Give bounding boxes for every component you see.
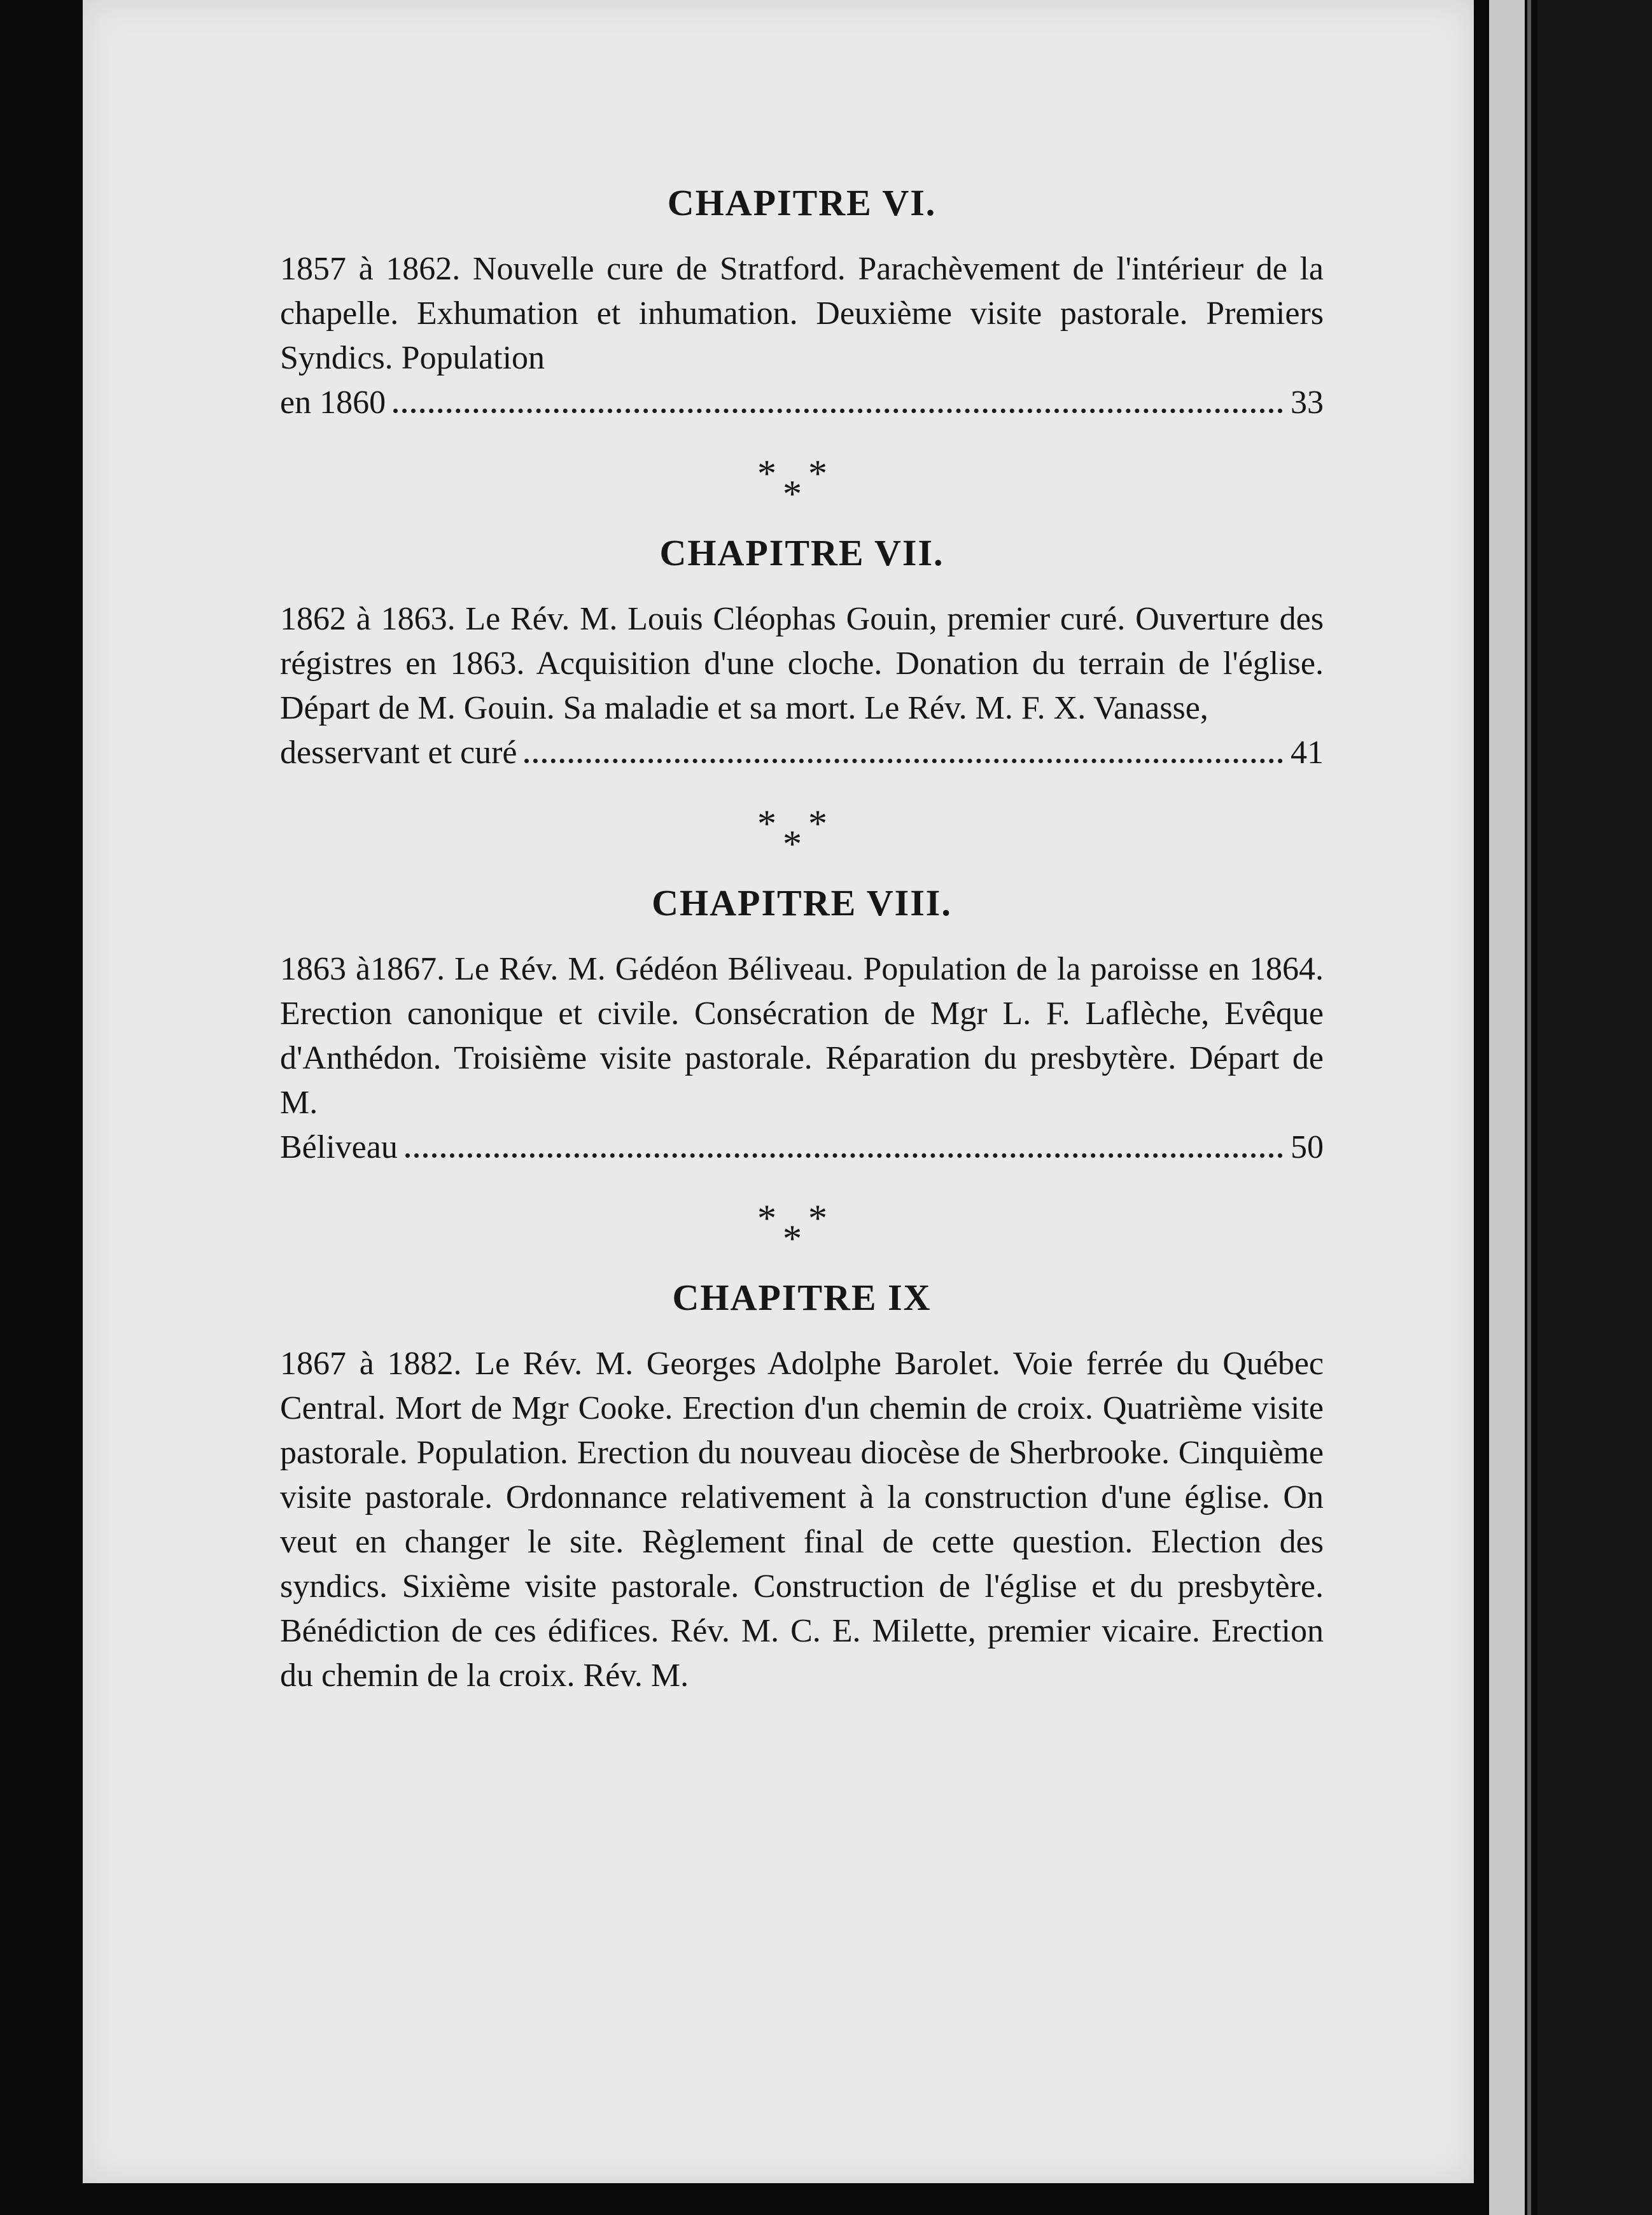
asterism-separator [280, 802, 1324, 863]
entry-tail: en 1860 [280, 384, 386, 421]
asterisk: * [808, 453, 827, 495]
entry-tail: desservant et curé [280, 735, 517, 771]
entry-tail: Béliveau [280, 1129, 398, 1165]
asterisk: * [783, 1218, 802, 1260]
dot-leader [405, 1153, 1283, 1158]
chapter-title: CHAPITRE VII. [659, 532, 944, 573]
chapter-ix [280, 1279, 1324, 1698]
dot-leader [393, 409, 1283, 413]
toc-entry-line [280, 381, 1324, 425]
asterisk: * [783, 473, 802, 515]
chapter-summary: 1867 à 1882. Le Rév. M. Georges Adolphe Barolet. Voie ferrée du Québec Central. Mort de Mgr Cooke. Erection d'un chemin de croix. Quatrième visite pastorale. Population. Erection du nouveau diocèse de Sherbrooke. Cinquième visite pastorale. Ordonnance relativement à la construction d'une église. On veut en changer le site. Règlement final de cette question. Election des syndics. Sixième visite pastorale. Construction de l'église et du presbytère. Bénédiction de ces édifices. Rév. M. C. E. Milette, premier vicaire. Erection du chemin de la croix. Rév. M. [280, 1346, 1324, 1694]
asterism-separator [280, 452, 1324, 513]
asterisk: * [757, 1197, 776, 1239]
asterisk: * [757, 803, 776, 845]
asterism-separator [280, 1197, 1324, 1258]
dot-leader [524, 759, 1283, 763]
chapter-title: CHAPITRE IX [672, 1277, 932, 1318]
chapter-vii [280, 532, 1324, 775]
toc-entry-line [280, 731, 1324, 775]
asterisk: * [783, 823, 802, 865]
asterisk: * [808, 1197, 827, 1239]
table-of-contents [280, 182, 1324, 1698]
chapter-summary: 1857 à 1862. Nouvelle cure de Stratford. Parachèvement de l'intérieur de la chapelle. Exhumation et inhumation. Deuxième visite pastorale. Premiers Syndics. Population [280, 251, 1324, 376]
toc-entry-line [280, 1125, 1324, 1170]
binding-edge [1527, 0, 1531, 2215]
scan-border [1537, 0, 1652, 2215]
chapter-summary: 1863 à1867. Le Rév. M. Gédéon Béliveau. Population de la paroisse en 1864. Erection canonique et civile. Consécration de Mgr L. F. Laflèche, Evêque d'Anthédon. Troisième visite pastorale. Réparation du presbytère. Départ de M. [280, 951, 1324, 1121]
asterisk: * [757, 453, 776, 495]
chapter-summary: 1862 à 1863. Le Rév. M. Louis Cléophas Gouin, premier curé. Ouverture des régistres en 1863. Acquisition d'une cloche. Donation du terrain de l'église. Départ de M. Gouin. Sa maladie et sa mort. Le Rév. M. F. X. Vanasse, [280, 601, 1324, 726]
chapter-title: CHAPITRE VI. [667, 182, 937, 223]
page-number: 50 [1291, 1129, 1324, 1165]
chapter-viii [280, 882, 1324, 1170]
page-number: 33 [1291, 384, 1324, 421]
chapter-vi [280, 182, 1324, 425]
next-page-edge [1489, 0, 1525, 2215]
asterisk: * [808, 803, 827, 845]
page-number: 41 [1291, 735, 1324, 771]
chapter-title: CHAPITRE VIII. [652, 882, 952, 924]
